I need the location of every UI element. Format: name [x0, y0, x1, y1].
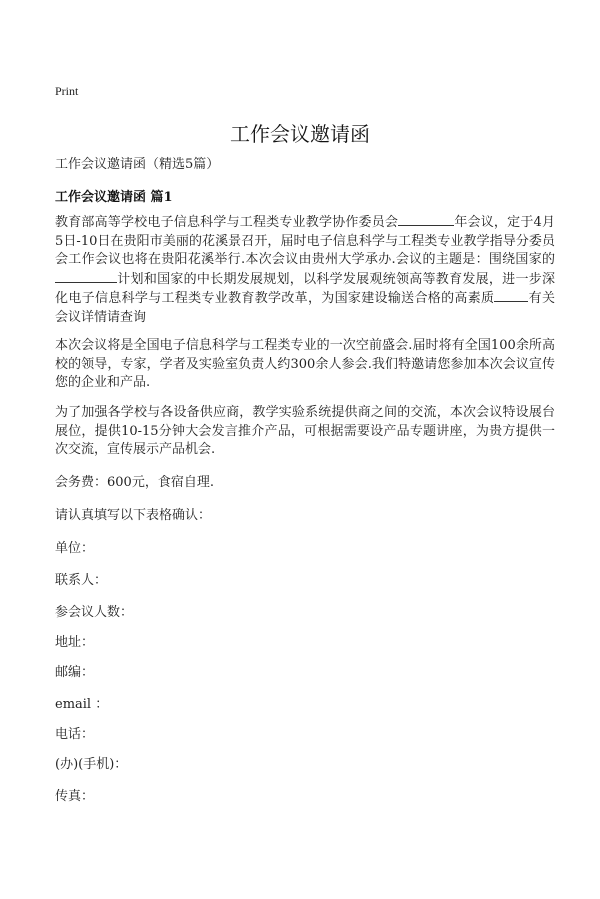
form-field-phone: 电话：: [55, 727, 95, 742]
blank-line: [494, 289, 528, 302]
blank-line: [398, 213, 454, 226]
paragraph-intro-part1: 教育部高等学校电子信息科学与工程类专业教学协作委员会: [55, 215, 399, 230]
form-field-fax: 传真：: [55, 789, 95, 804]
blank-line: [55, 270, 117, 283]
form-field-postcode: 邮编：: [55, 665, 95, 680]
print-label: Print: [55, 84, 79, 98]
section-heading: 工作会议邀请函 篇1: [55, 190, 173, 205]
paragraph-scale: 本次会议将是全国电子信息科学与工程类专业的一次空前盛会.届时将有全国100余所高校的领导，专家，学者及实验室负责人约300余人参会.我们特邀请您参加本次会议宣传您的企业和产品.: [55, 338, 555, 391]
form-field-address: 地址：: [55, 635, 95, 650]
form-field-unit: 单位：: [55, 541, 95, 556]
form-field-contact: 联系人：: [55, 573, 108, 588]
paragraph-intro-part2: 年会议，定于4月5日-10日在贵阳市美丽的花溪景召开，届时电子信息科学与工程类专业教学指导分委员会工作会议也将在贵阳花溪举行.本次会议由贵州大学承办.会议的主题是：围绕国家的: [55, 215, 555, 268]
fill-instruction: 请认真填写以下表格确认：: [55, 508, 212, 523]
paragraph-intro: [55, 213, 555, 328]
form-field-attendee-count: 参会议人数：: [55, 605, 134, 620]
paragraph-intro-part4: 有关会议详情请查询: [55, 291, 555, 325]
paragraph-exhibition: 为了加强各学校与各设备供应商，教学实验系统提供商之间的交流，本次会议特设展台展位，提供10-15分钟大会发言推介产品，可根据需要设产品专题讲座，为贵方提供一次交流，宣传展示产品机会.: [55, 405, 555, 458]
paragraph-intro-part3: 计划和国家的中长期发展规划，以科学发展观统领高等教育发展，进一步深化电子信息科学与工程类专业教育教学改革，为国家建设输送合格的高素质: [55, 271, 555, 307]
document-subtitle: 工作会议邀请函（精选5篇）: [55, 157, 220, 172]
form-field-email: email ：: [55, 697, 109, 712]
page-title: 工作会议邀请函: [230, 122, 370, 146]
form-field-office-mobile: (办)(手机)：: [55, 757, 128, 772]
fee-line: 会务费：600元，食宿自理.: [55, 475, 214, 490]
